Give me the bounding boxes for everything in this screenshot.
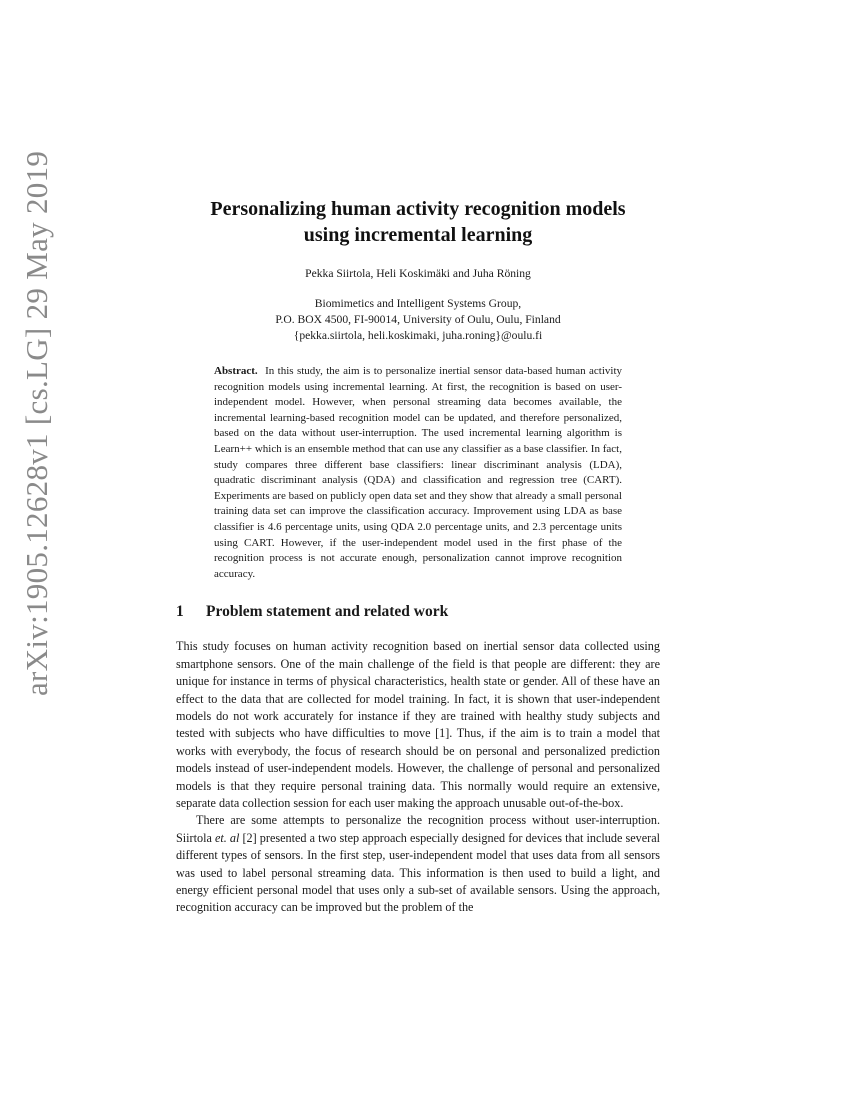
paper-title-line-2: using incremental learning <box>303 224 533 246</box>
section-number: 1 <box>176 603 184 621</box>
affiliation-block <box>176 296 660 344</box>
paper-title <box>176 196 660 248</box>
arxiv-identifier-stamp: arXiv:1905.12628v1 [cs.LG] 29 May 2019 <box>19 150 54 696</box>
author-list: Pekka Siirtola, Heli Koskimäki and Juha Röning <box>305 267 531 280</box>
abstract-label: Abstract. <box>214 365 258 377</box>
paper-page <box>176 196 660 917</box>
affiliation-address: P.O. BOX 4500, FI-90014, University of Oulu, Oulu, Finland <box>275 313 561 326</box>
paragraph-2-text-start: There are some attempts to personalize the recognition process without user-interruption. Siirtola <box>176 813 660 845</box>
paper-title-line-1: Personalizing human activity recognition models <box>210 198 626 220</box>
author-emails: {pekka.siirtola, heli.koskimaki, juha.roning}@oulu.fi <box>293 329 543 342</box>
et-al-italic: et. al <box>214 830 240 845</box>
abstract <box>214 364 622 582</box>
section-title: Problem statement and related work <box>206 603 449 621</box>
paragraph-2-text-end: [2] presented a two step approach especially designed for devices that include several different types of sensors. In the first step, user-independent model that uses data from all sensors was used to label personal streaming data. This information is then used to build a light, and energy efficient personal model that uses only a sub-set of available sensors. Using the approach, recognition accuracy can be improved but the problem of the <box>176 830 660 915</box>
body-paragraph-2 <box>176 812 660 916</box>
affiliation-group: Biomimetics and Intelligent Systems Group, <box>314 297 522 310</box>
body-paragraph-1: This study focuses on human activity recognition based on inertial sensor data collected using smartphone sensors. One of the main challenge of the field is that people are different: they are unique for instance in terms of physical characteristics, health state or gender. All of these have an effect to the data that are collected for model training. In fact, it is shown that user-independent models do not work accurately for instance if they are trained with healthy study subjects and tested with subjects who have difficulties to move [1]. Thus, if the aim is to train a model that works with everybody, the focus of research should be on personal and personalized prediction models instead of user-independent models. However, the challenge of personal and personalized models is that they require personal training data. This normally would require an extensive, separate data collection session for each user making the approach unusable out-of-the-box. <box>176 639 660 810</box>
section-heading <box>176 602 660 622</box>
abstract-text: In this study, the aim is to personalize inertial sensor data-based human activity recognition models using incremental learning. At first, the recognition is based on user-independent model. However, when personal streaming data becomes available, the incremental learning-based recognition model can be updated, and therefore personalized, based on the data without user-interruption. The used incremental learning algorithm is Learn++ which is an ensemble method that can use any classifier as a base classifier. In fact, study compares three different base classifiers: linear discriminant analysis (LDA), quadratic discriminant analysis (QDA) and classification and regression tree (CART). Experiments are based on publicly open data set and they show that already a small personal training data set can improve the classification accuracy. Improvement using LDA as base classifier is 4.6 percentage units, using QDA 2.0 percentage units, and 2.3 percentage units using CART. However, if the user-independent model used in the first phase of the recognition process is not accurate enough, personalization cannot improve recognition accuracy. <box>214 365 622 580</box>
